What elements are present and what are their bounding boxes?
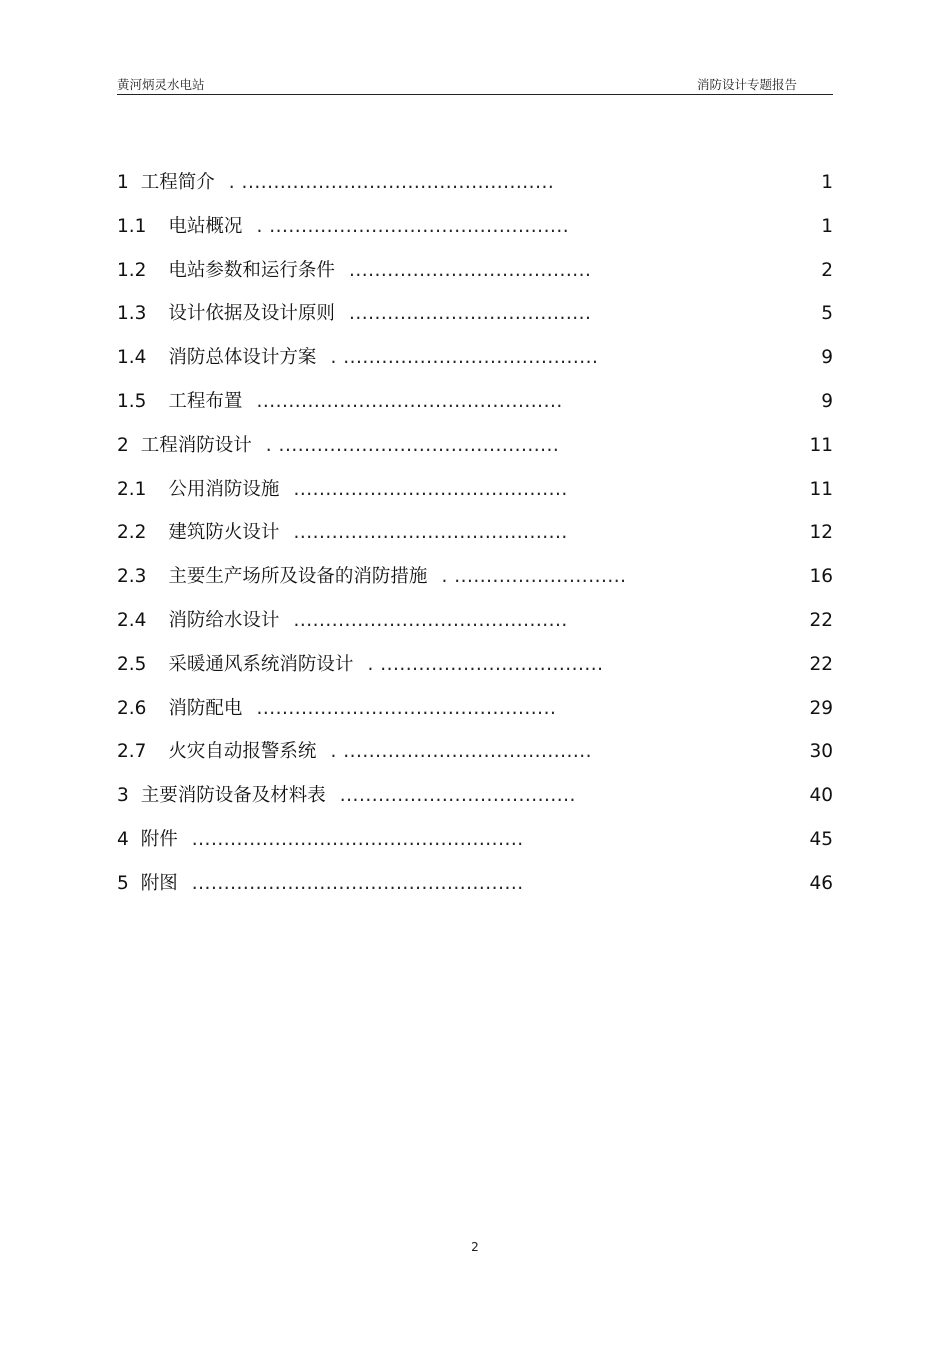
toc-entry[interactable] [117,474,833,518]
toc-entry-page-number: 30 [809,741,833,763]
toc-entry-number: 2.1 [117,478,147,500]
toc-entry-leader-dots: ...................................... [348,259,592,281]
toc-entry-number: 2.5 [117,653,147,675]
toc-entry-page-number: 22 [809,609,833,631]
toc-entry-number: 2.4 [117,609,147,631]
toc-entry-number: 2.3 [117,566,147,588]
toc-entry[interactable] [117,255,833,299]
toc-entry[interactable] [117,517,833,561]
toc-entry-title: 主要消防设备及材料表 [140,785,326,807]
toc-entry-title: 附图 [140,872,178,894]
toc-entry-page-number: 40 [809,785,833,807]
toc-entry-page-number: 29 [809,697,833,719]
toc-entry[interactable] [117,736,833,780]
toc-entry[interactable] [117,298,833,342]
header-report-title: 消防设计专题报告 [696,77,797,92]
toc-entry[interactable] [117,693,833,737]
toc-entry-number: 1.2 [117,259,147,281]
toc-entry[interactable] [117,561,833,605]
page-number: 2 [471,1240,479,1254]
toc-entry[interactable] [117,342,833,386]
page-header [117,74,833,95]
toc-entry-title: 工程布置 [168,390,243,412]
toc-entry-number: 1 [117,172,129,193]
toc-entry-leader-dots: . ........................... [441,566,627,588]
toc-entry-number: 1.1 [117,215,147,237]
toc-entry-leader-dots: ................................................ [256,390,563,412]
toc-entry-leader-dots: . ............................................ [265,434,560,456]
toc-entry-leader-dots: .................................................... [191,828,524,850]
toc-entry-page-number: 11 [809,478,833,500]
toc-entry-title: 建筑防火设计 [168,522,280,544]
toc-entry-title: 消防总体设计方案 [168,347,317,369]
toc-entry-number: 3 [117,785,129,807]
toc-entry-page-number: 2 [821,259,833,281]
toc-entry[interactable] [117,167,833,211]
toc-entry-page-number: 1 [821,172,833,193]
toc-entry[interactable] [117,430,833,474]
toc-entry-page-number: 5 [821,303,833,325]
toc-entry[interactable] [117,780,833,824]
toc-entry-leader-dots: ............................................... [256,697,557,719]
toc-entry[interactable] [117,605,833,649]
toc-entry-title: 消防给水设计 [168,609,280,631]
toc-entry-title: 附件 [140,828,178,850]
toc-entry[interactable] [117,824,833,868]
toc-entry-number: 2.6 [117,697,147,719]
toc-entry-leader-dots: ..................................... [339,785,576,807]
toc-entry-page-number: 9 [821,390,833,412]
toc-entry-number: 5 [117,872,129,894]
toc-entry-title: 电站概况 [168,215,243,237]
toc-entry-leader-dots: . ................................... [367,653,604,675]
toc-entry-leader-dots: . ................................................. [228,172,555,193]
toc-entry-page-number: 11 [809,434,833,456]
toc-entry-title: 公用消防设施 [168,478,280,500]
toc-entry-title: 火灾自动报警系统 [168,741,317,763]
toc-entry-page-number: 9 [821,347,833,369]
toc-entry-page-number: 12 [809,522,833,544]
toc-entry-page-number: 1 [821,215,833,237]
toc-entry-number: 4 [117,828,129,850]
toc-entry-leader-dots: . ........................................ [330,347,599,369]
toc-entry-title: 主要生产场所及设备的消防措施 [168,566,428,588]
toc-entry-leader-dots: ...................................... [348,303,592,325]
toc-entry-title: 工程简介 [140,172,215,193]
toc-entry-number: 1.5 [117,390,147,412]
toc-entry[interactable] [117,386,833,430]
toc-entry-title: 工程消防设计 [140,434,252,456]
toc-entry-page-number: 45 [809,828,833,850]
toc-entry-leader-dots: ........................................... [293,609,568,631]
toc-entry-leader-dots: . ....................................... [330,741,593,763]
toc-entry-leader-dots: . ............................................... [256,215,570,237]
toc-entry-leader-dots: ........................................... [293,522,568,544]
toc-entry-number: 1.4 [117,347,147,369]
toc-entry-page-number: 46 [809,872,833,894]
toc-entry-leader-dots: ........................................... [293,478,568,500]
header-station-name: 黄河炳灵水电站 [117,77,205,92]
toc-entry-number: 2.2 [117,522,147,544]
toc-entry-title: 消防配电 [168,697,243,719]
toc-entry[interactable] [117,211,833,255]
toc-entry-number: 2 [117,434,129,456]
table-of-contents [117,167,833,912]
toc-entry-page-number: 22 [809,653,833,675]
toc-entry-title: 设计依据及设计原则 [168,303,335,325]
toc-entry-title: 电站参数和运行条件 [168,259,335,281]
toc-entry[interactable] [117,649,833,693]
toc-entry-number: 2.7 [117,741,147,763]
toc-entry-leader-dots: .................................................... [191,872,524,894]
toc-entry-number: 1.3 [117,303,147,325]
toc-entry-page-number: 16 [809,566,833,588]
toc-entry-title: 采暖通风系统消防设计 [168,653,354,675]
toc-entry[interactable] [117,868,833,912]
